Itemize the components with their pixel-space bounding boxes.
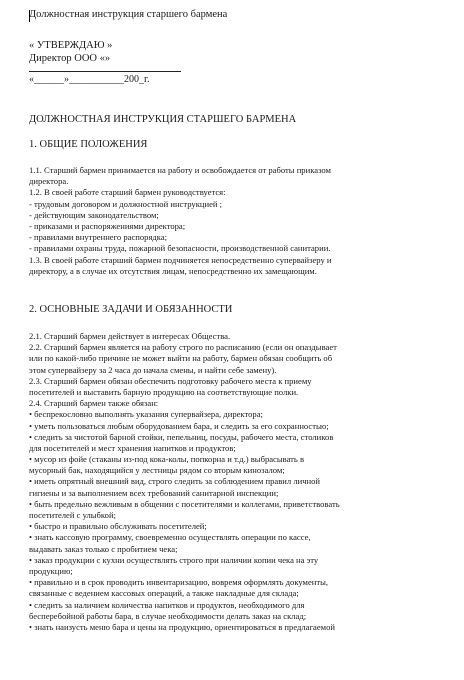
paragraph-line: 1.3. В своей работе старший бармен подчиняется непосредственно супервайзеру и — [29, 254, 332, 265]
paragraph-line: посетителей с улыбкой; — [29, 510, 116, 520]
section-1-body — [29, 165, 449, 277]
paragraph-line: выдавать заказ только с пробитием чека; — [29, 543, 178, 554]
paragraph-line: посетителей и выставить барную продукцию на соответствующие полки. — [29, 386, 299, 397]
paragraph-line: 2.3. Старший бармен обязан обеспечить подготовку рабочего места к приему — [29, 375, 312, 386]
section-2-body — [29, 331, 449, 633]
paragraph-line: • мусор из фойе (стаканы из-под кока-колы, попкорна и т.д.) выбрасывать в — [29, 454, 305, 465]
paragraph-line: - действующим законодательством; — [29, 209, 159, 220]
paragraph-line: гигиены и за выполнением всех требований санитарной инспекции; — [29, 487, 279, 498]
paragraph-line: 2.2. Старший бармен является на работу строго по расписанию (если он опаздывает — [29, 342, 337, 353]
approval-date-line: «______»___________200_г. — [29, 74, 150, 85]
paragraph-line: 1.2. В своей работе старший бармен руководствуется: — [29, 187, 226, 198]
paragraph-line: директора. — [29, 176, 69, 187]
paragraph-line: • знать кассовую программу, своевременно осуществлять операции по кассе, — [29, 532, 311, 543]
paragraph-line: - трудовым договором и должностной инструкцией ; — [29, 198, 223, 209]
paragraph-line: • беспрекословно выполнять указания супервайзера, директора; — [29, 409, 263, 420]
signature-line — [29, 71, 181, 72]
paragraph-line: продукцию; — [29, 565, 73, 576]
paragraph-line: мусорный бак, находящийся у лестницы рядом со вторым кинозалом; — [29, 465, 285, 476]
paragraph-line: • правильно и в срок проводить инвентаризацию, вовремя оформлять документы, — [29, 577, 329, 588]
paragraph-line: - приказами и распоряжениями директора; — [29, 220, 186, 231]
paragraph-line: • быть предельно вежливым в общении с посетителями и коллегами, приветствовать — [29, 498, 340, 509]
approval-line-1: « УТВЕРЖДАЮ » — [29, 40, 113, 51]
paragraph-line: для посетителей и мест хранения напитков и продуктов; — [29, 442, 236, 453]
paragraph-line: директору, а в случае их отсутствия лицам, непосредственно их замещающим. — [29, 265, 317, 276]
paragraph-line: этом супервайзеру за 2 часа до начала смены, и найти себе замену). — [29, 364, 277, 375]
paragraph-line: 1.1. Старший бармен принимается на работу и освобождается от работы приказом — [29, 165, 331, 175]
paragraph-line: бесперебойной работы бара, в случае необходимости делать заказ на склад; — [29, 610, 307, 621]
paragraph-line: 2.4. Старший бармен также обязан: — [29, 398, 159, 409]
paragraph-line: или по какой-либо причине не может выйти на работу, бармен обязан сообщить об — [29, 353, 333, 364]
paragraph-line: • иметь опрятный внешний вид, строго следить за соблюдением правил личной — [29, 476, 321, 487]
main-heading: ДОЛЖНОСТНАЯ ИНСТРУКЦИЯ СТАРШЕГО БАРМЕНА — [29, 114, 297, 125]
paragraph-line: - правилами охраны труда, пожарной безопасности, производственной санитарии. — [29, 243, 331, 254]
paragraph-line: • знать наизусть меню бара и цены на продукцию, ориентироваться в предлагаемой — [29, 621, 335, 632]
paragraph-line: • следить за чистотой барной стойки, пепельниц, посуды, рабочего места, столиков — [29, 431, 334, 442]
paragraph-line: • быстро и правильно обслуживать посетителей; — [29, 521, 207, 532]
paragraph-line: связанные с ведением кассовых операций, а также накладные для склада; — [29, 588, 299, 599]
paragraph-line: • следить за наличием количества напитков и продуктов, необходимого для — [29, 599, 305, 610]
approval-line-2: Директор ООО «» — [29, 52, 111, 64]
paragraph-line: • уметь пользоваться любым оборудованием бара, и следить за его сохранностью; — [29, 420, 329, 431]
paragraph-line: • заказ продукции с кухни осуществлять строго при наличии копии чека на эту — [29, 554, 319, 565]
section-1-heading: 1. ОБЩИЕ ПОЛОЖЕНИЯ — [29, 139, 148, 150]
document-title: Должностная инструкция старшего бармена — [29, 9, 228, 20]
approval-block — [29, 40, 112, 65]
paragraph-line: - правилами внутреннего распорядка; — [29, 232, 168, 243]
section-2-heading: 2. ОСНОВНЫЕ ЗАДАЧИ И ОБЯЗАННОСТИ — [29, 304, 233, 315]
paragraph-line: 2.1. Старший бармен действует в интересах Общества. — [29, 331, 231, 341]
